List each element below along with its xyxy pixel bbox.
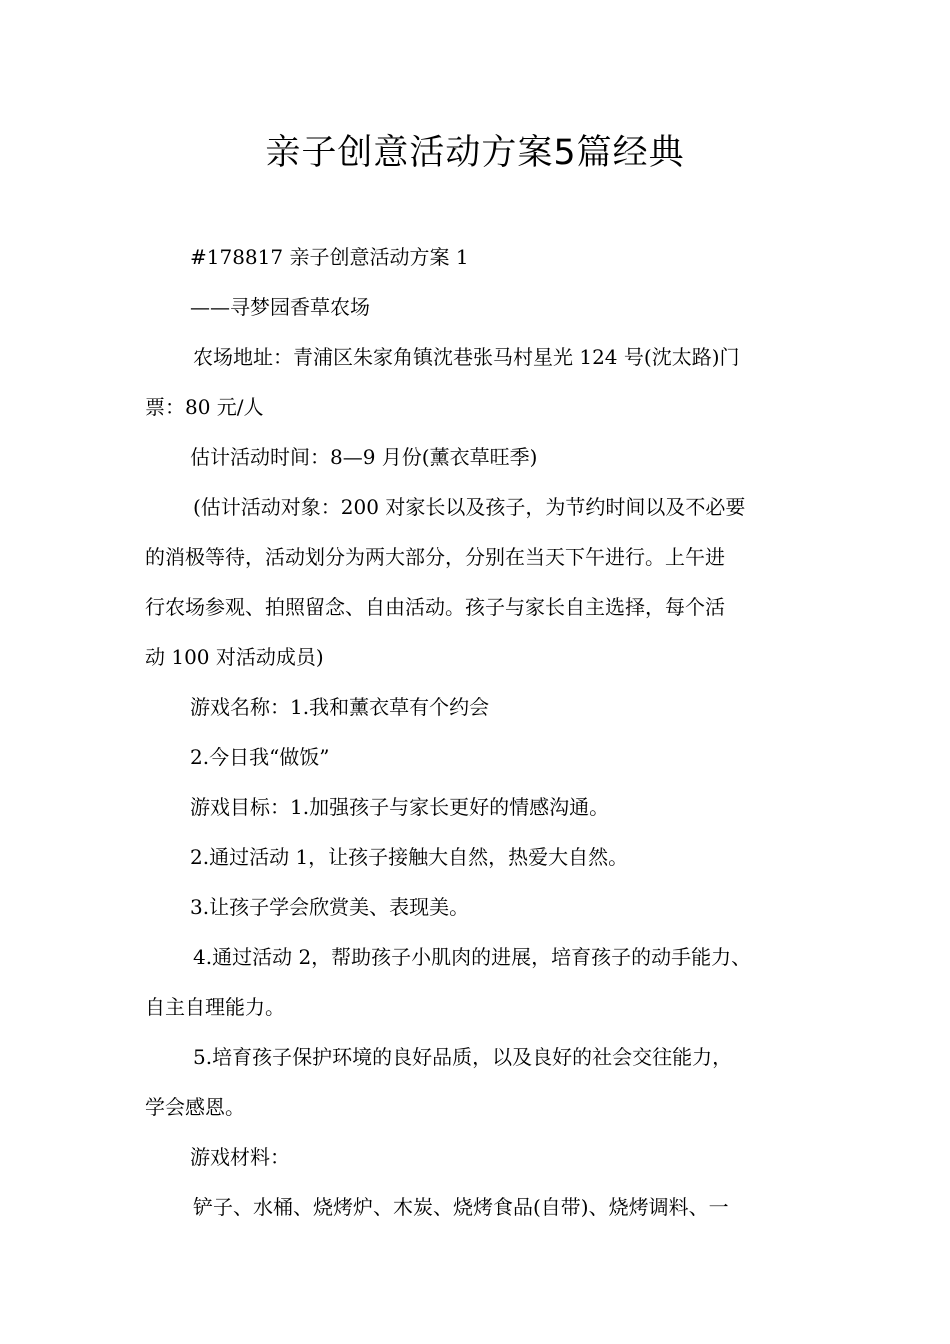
ticket-price-line: 票：80 元/人 xyxy=(145,395,264,419)
game-goal-line: 游戏目标：1.加强孩子与家长更好的情感沟通。 xyxy=(190,795,610,819)
activity-target-line-1: (估计活动对象：200 对家长以及孩子，为节约时间以及不必要 xyxy=(193,495,746,519)
game-materials-heading: 游戏材料： xyxy=(190,1145,290,1169)
game-name-line: 游戏名称：1.我和薰衣草有个约会 xyxy=(190,695,490,719)
game-goal-item-2: 2.通过活动 1，让孩子接触大自然，热爱大自然。 xyxy=(190,845,629,869)
activity-target-line-2: 的消极等待，活动划分为两大部分，分别在当天下午进行。上午进 xyxy=(145,545,725,569)
activity-target-line-4: 动 100 对活动成员) xyxy=(145,645,324,669)
game-goal-item-3: 3.让孩子学会欣赏美、表现美。 xyxy=(190,895,470,919)
subtitle-line: ——寻梦园香草农场 xyxy=(190,295,370,319)
section-heading: #178817 亲子创意活动方案 1 xyxy=(190,245,469,269)
page-title: 亲子创意活动方案5篇经典 xyxy=(265,133,685,173)
game-goal-item-4-line-1: 4.通过活动 2，帮助孩子小肌肉的进展，培育孩子的动手能力、 xyxy=(193,945,752,969)
document-body xyxy=(145,232,815,1232)
game-goal-item-5-line-2: 学会感恩。 xyxy=(145,1095,245,1119)
game-materials-line: 铲子、水桶、烧烤炉、木炭、烧烤食品(自带)、烧烤调料、一 xyxy=(193,1195,729,1219)
activity-time-line: 估计活动时间：8—9 月份(薰衣草旺季) xyxy=(190,445,538,469)
farm-address-line: 农场地址：青浦区朱家角镇沈巷张马村星光 124 号(沈太路)门 xyxy=(193,345,740,369)
activity-target-line-3: 行农场参观、拍照留念、自由活动。孩子与家长自主选择，每个活 xyxy=(145,595,725,619)
game-goal-item-5-line-1: 5.培育孩子保护环境的良好品质，以及良好的社会交往能力， xyxy=(193,1045,733,1069)
game-goal-item-4-line-2: 自主自理能力。 xyxy=(145,995,285,1019)
game-name-item-2: 2.今日我“做饭” xyxy=(190,745,330,769)
